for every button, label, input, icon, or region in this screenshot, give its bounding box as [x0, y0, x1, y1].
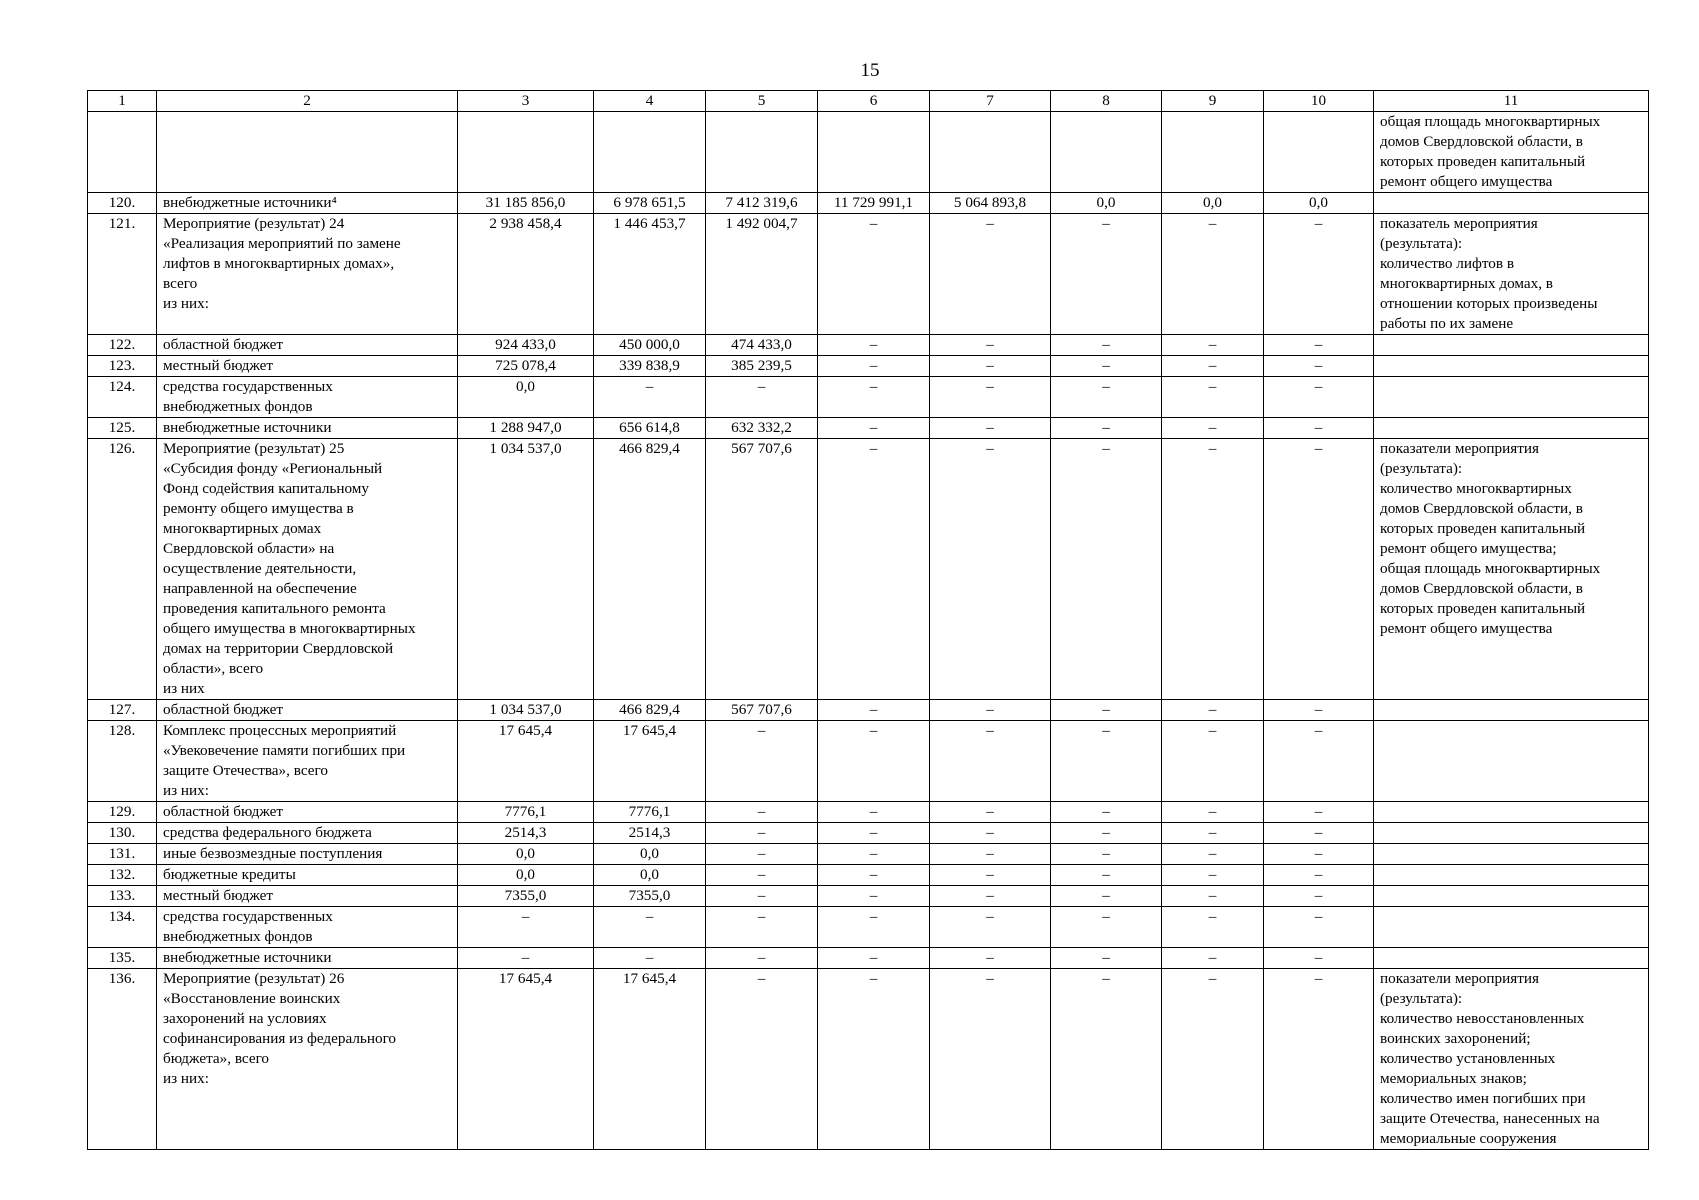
value-col-9: – [1162, 356, 1264, 377]
value-col-3: 0,0 [458, 377, 594, 418]
value-col-10: – [1264, 700, 1374, 721]
value-col-9: – [1162, 844, 1264, 865]
value-col-7: – [930, 948, 1051, 969]
value-col-4: 7776,1 [594, 802, 706, 823]
column-number-row [88, 91, 1649, 112]
value-col-9: – [1162, 335, 1264, 356]
row-number: 122. [88, 335, 157, 356]
value-col-5: 567 707,6 [706, 700, 818, 721]
value-col-8: – [1051, 823, 1162, 844]
value-col-8: – [1051, 865, 1162, 886]
value-col-7 [930, 112, 1051, 193]
value-col-7: – [930, 439, 1051, 700]
value-col-9: – [1162, 377, 1264, 418]
table-row [88, 112, 1649, 193]
column-header: 7 [930, 91, 1051, 112]
value-col-6: – [818, 377, 930, 418]
row-name: областной бюджет [157, 802, 458, 823]
value-col-5: – [706, 907, 818, 948]
row-name: Мероприятие (результат) 25 «Субсидия фонду «Региональный Фонд содействия капитальному ремонту общего имущества в многоквартирных домах Свердловской области» на осуществление деятельности, направленной на обеспечение проведения капитального ремонта общего имущества в многоквартирных домах на территории Свердловской области», всего из них [157, 439, 458, 700]
value-col-4: 466 829,4 [594, 439, 706, 700]
value-col-9: 0,0 [1162, 193, 1264, 214]
value-col-8: – [1051, 886, 1162, 907]
value-col-3: 17 645,4 [458, 969, 594, 1150]
row-number: 134. [88, 907, 157, 948]
value-col-6: – [818, 439, 930, 700]
indicator-text [1374, 193, 1649, 214]
row-number: 120. [88, 193, 157, 214]
value-col-3: 2514,3 [458, 823, 594, 844]
table-row [88, 907, 1649, 948]
value-col-5: – [706, 721, 818, 802]
value-col-9: – [1162, 721, 1264, 802]
value-col-7: – [930, 356, 1051, 377]
column-header: 4 [594, 91, 706, 112]
table-row [88, 823, 1649, 844]
column-header: 3 [458, 91, 594, 112]
value-col-6: – [818, 721, 930, 802]
value-col-6: – [818, 823, 930, 844]
table-row [88, 886, 1649, 907]
value-col-6: – [818, 418, 930, 439]
value-col-7: – [930, 700, 1051, 721]
indicator-text: показатель мероприятия (результата): количество лифтов в многоквартирных домах, в отношении которых произведены работы по их замене [1374, 214, 1649, 335]
value-col-10: – [1264, 721, 1374, 802]
indicator-text: общая площадь многоквартирных домов Свердловской области, в которых проведен капитальный ремонт общего имущества [1374, 112, 1649, 193]
table-row [88, 969, 1649, 1150]
indicator-text [1374, 335, 1649, 356]
table-row [88, 844, 1649, 865]
value-col-4: 0,0 [594, 844, 706, 865]
row-number: 135. [88, 948, 157, 969]
value-col-3: 924 433,0 [458, 335, 594, 356]
value-col-10: – [1264, 439, 1374, 700]
column-header: 10 [1264, 91, 1374, 112]
row-number: 126. [88, 439, 157, 700]
row-number [88, 112, 157, 193]
value-col-3: 7355,0 [458, 886, 594, 907]
table-row [88, 335, 1649, 356]
row-number: 133. [88, 886, 157, 907]
table-row [88, 802, 1649, 823]
column-header: 9 [1162, 91, 1264, 112]
value-col-6: 11 729 991,1 [818, 193, 930, 214]
value-col-9: – [1162, 886, 1264, 907]
value-col-10: – [1264, 886, 1374, 907]
value-col-6: – [818, 886, 930, 907]
value-col-9 [1162, 112, 1264, 193]
row-name: внебюджетные источники [157, 948, 458, 969]
value-col-7: 5 064 893,8 [930, 193, 1051, 214]
value-col-5: 385 239,5 [706, 356, 818, 377]
value-col-4: – [594, 948, 706, 969]
value-col-10: – [1264, 948, 1374, 969]
row-name: областной бюджет [157, 700, 458, 721]
value-col-5: – [706, 802, 818, 823]
value-col-9: – [1162, 948, 1264, 969]
row-number: 127. [88, 700, 157, 721]
row-name: иные безвозмездные поступления [157, 844, 458, 865]
value-col-7: – [930, 377, 1051, 418]
row-name: средства федерального бюджета [157, 823, 458, 844]
value-col-10: – [1264, 844, 1374, 865]
value-col-4: 0,0 [594, 865, 706, 886]
value-col-9: – [1162, 823, 1264, 844]
indicator-text [1374, 907, 1649, 948]
value-col-3: 1 034 537,0 [458, 439, 594, 700]
value-col-8: – [1051, 439, 1162, 700]
value-col-5: – [706, 377, 818, 418]
indicator-text [1374, 802, 1649, 823]
table-row [88, 439, 1649, 700]
value-col-10 [1264, 112, 1374, 193]
indicator-text [1374, 865, 1649, 886]
row-number: 131. [88, 844, 157, 865]
value-col-8: – [1051, 969, 1162, 1150]
row-number: 128. [88, 721, 157, 802]
value-col-5: – [706, 969, 818, 1150]
value-col-8: – [1051, 948, 1162, 969]
indicator-text [1374, 844, 1649, 865]
value-col-7: – [930, 721, 1051, 802]
value-col-10: – [1264, 214, 1374, 335]
row-name: средства государственных внебюджетных фондов [157, 377, 458, 418]
value-col-5: – [706, 886, 818, 907]
value-col-6: – [818, 969, 930, 1150]
row-number: 125. [88, 418, 157, 439]
value-col-10: – [1264, 865, 1374, 886]
row-number: 129. [88, 802, 157, 823]
value-col-10: – [1264, 335, 1374, 356]
value-col-10: – [1264, 356, 1374, 377]
row-name: бюджетные кредиты [157, 865, 458, 886]
value-col-3: 2 938 458,4 [458, 214, 594, 335]
column-header: 11 [1374, 91, 1649, 112]
value-col-3: 725 078,4 [458, 356, 594, 377]
value-col-3: 31 185 856,0 [458, 193, 594, 214]
row-number: 124. [88, 377, 157, 418]
value-col-7: – [930, 335, 1051, 356]
value-col-5: – [706, 865, 818, 886]
indicator-text: показатели мероприятия (результата): количество многоквартирных домов Свердловской области, в которых проведен капитальный ремонт общего имущества; общая площадь многоквартирных домов Свердловской области, в которых проведен капитальный ремонт общего имущества [1374, 439, 1649, 700]
row-name: Комплекс процессных мероприятий «Увековечение памяти погибших при защите Отечества», всего из них: [157, 721, 458, 802]
value-col-10: – [1264, 969, 1374, 1150]
value-col-6: – [818, 907, 930, 948]
row-name: местный бюджет [157, 356, 458, 377]
value-col-6: – [818, 356, 930, 377]
value-col-3: 17 645,4 [458, 721, 594, 802]
value-col-7: – [930, 418, 1051, 439]
value-col-5: 474 433,0 [706, 335, 818, 356]
indicator-text [1374, 948, 1649, 969]
value-col-10: – [1264, 418, 1374, 439]
value-col-4: 2514,3 [594, 823, 706, 844]
value-col-9: – [1162, 969, 1264, 1150]
value-col-5: 7 412 319,6 [706, 193, 818, 214]
value-col-7: – [930, 214, 1051, 335]
value-col-4: 339 838,9 [594, 356, 706, 377]
value-col-8: – [1051, 721, 1162, 802]
row-number: 121. [88, 214, 157, 335]
column-header: 2 [157, 91, 458, 112]
value-col-9: – [1162, 418, 1264, 439]
value-col-3: 1 034 537,0 [458, 700, 594, 721]
value-col-5: 1 492 004,7 [706, 214, 818, 335]
row-number: 123. [88, 356, 157, 377]
value-col-4: 466 829,4 [594, 700, 706, 721]
table-row [88, 948, 1649, 969]
budget-table [87, 90, 1649, 1150]
value-col-7: – [930, 844, 1051, 865]
value-col-10: 0,0 [1264, 193, 1374, 214]
value-col-4: 17 645,4 [594, 721, 706, 802]
indicator-text [1374, 700, 1649, 721]
table-row [88, 700, 1649, 721]
value-col-4: 17 645,4 [594, 969, 706, 1150]
value-col-5: – [706, 948, 818, 969]
value-col-4: – [594, 907, 706, 948]
value-col-7: – [930, 865, 1051, 886]
value-col-4 [594, 112, 706, 193]
value-col-6: – [818, 700, 930, 721]
row-name: областной бюджет [157, 335, 458, 356]
value-col-6 [818, 112, 930, 193]
value-col-4: – [594, 377, 706, 418]
value-col-3: 0,0 [458, 865, 594, 886]
indicator-text [1374, 356, 1649, 377]
value-col-6: – [818, 865, 930, 886]
indicator-text: показатели мероприятия (результата): количество невосстановленных воинских захоронений; количество установленных мемориальных знаков; количество имен погибших при защите Отечества, нанесенных на мемориальные сооружения [1374, 969, 1649, 1150]
value-col-3 [458, 112, 594, 193]
row-name: внебюджетные источники [157, 418, 458, 439]
value-col-4: 656 614,8 [594, 418, 706, 439]
row-name [157, 112, 458, 193]
value-col-8: – [1051, 802, 1162, 823]
value-col-5 [706, 112, 818, 193]
value-col-5: – [706, 844, 818, 865]
value-col-6: – [818, 335, 930, 356]
column-header: 5 [706, 91, 818, 112]
row-name: средства государственных внебюджетных фондов [157, 907, 458, 948]
value-col-9: – [1162, 700, 1264, 721]
value-col-4: 6 978 651,5 [594, 193, 706, 214]
value-col-7: – [930, 823, 1051, 844]
column-header: 8 [1051, 91, 1162, 112]
value-col-7: – [930, 802, 1051, 823]
value-col-9: – [1162, 214, 1264, 335]
value-col-8: 0,0 [1051, 193, 1162, 214]
table-row [88, 193, 1649, 214]
table-row [88, 865, 1649, 886]
indicator-text [1374, 418, 1649, 439]
value-col-9: – [1162, 907, 1264, 948]
value-col-3: – [458, 948, 594, 969]
value-col-10: – [1264, 907, 1374, 948]
row-number: 132. [88, 865, 157, 886]
value-col-5: – [706, 823, 818, 844]
table-row [88, 377, 1649, 418]
value-col-5: 632 332,2 [706, 418, 818, 439]
value-col-9: – [1162, 865, 1264, 886]
row-name: внебюджетные источники⁴ [157, 193, 458, 214]
value-col-3: – [458, 907, 594, 948]
table-row [88, 356, 1649, 377]
value-col-3: 0,0 [458, 844, 594, 865]
indicator-text [1374, 823, 1649, 844]
value-col-10: – [1264, 823, 1374, 844]
table-row [88, 214, 1649, 335]
row-name: Мероприятие (результат) 26 «Восстановление воинских захоронений на условиях софинансирования из федерального бюджета», всего из них: [157, 969, 458, 1150]
value-col-8: – [1051, 907, 1162, 948]
value-col-7: – [930, 886, 1051, 907]
indicator-text [1374, 886, 1649, 907]
value-col-4: 450 000,0 [594, 335, 706, 356]
value-col-9: – [1162, 439, 1264, 700]
page-number: 15 [860, 60, 880, 81]
value-col-8: – [1051, 844, 1162, 865]
value-col-8: – [1051, 335, 1162, 356]
row-name: местный бюджет [157, 886, 458, 907]
value-col-6: – [818, 844, 930, 865]
value-col-8: – [1051, 214, 1162, 335]
indicator-text [1374, 721, 1649, 802]
value-col-9: – [1162, 802, 1264, 823]
column-header: 6 [818, 91, 930, 112]
value-col-7: – [930, 969, 1051, 1150]
value-col-3: 7776,1 [458, 802, 594, 823]
table-row [88, 721, 1649, 802]
value-col-10: – [1264, 802, 1374, 823]
indicator-text [1374, 377, 1649, 418]
value-col-8: – [1051, 700, 1162, 721]
value-col-8: – [1051, 377, 1162, 418]
value-col-8 [1051, 112, 1162, 193]
value-col-8: – [1051, 418, 1162, 439]
value-col-3: 1 288 947,0 [458, 418, 594, 439]
value-col-10: – [1264, 377, 1374, 418]
value-col-4: 7355,0 [594, 886, 706, 907]
value-col-4: 1 446 453,7 [594, 214, 706, 335]
value-col-6: – [818, 948, 930, 969]
row-number: 130. [88, 823, 157, 844]
value-col-8: – [1051, 356, 1162, 377]
value-col-5: 567 707,6 [706, 439, 818, 700]
row-number: 136. [88, 969, 157, 1150]
row-name: Мероприятие (результат) 24 «Реализация мероприятий по замене лифтов в многоквартирных домах», всего из них: [157, 214, 458, 335]
value-col-7: – [930, 907, 1051, 948]
column-header: 1 [88, 91, 157, 112]
value-col-6: – [818, 214, 930, 335]
value-col-6: – [818, 802, 930, 823]
table-row [88, 418, 1649, 439]
